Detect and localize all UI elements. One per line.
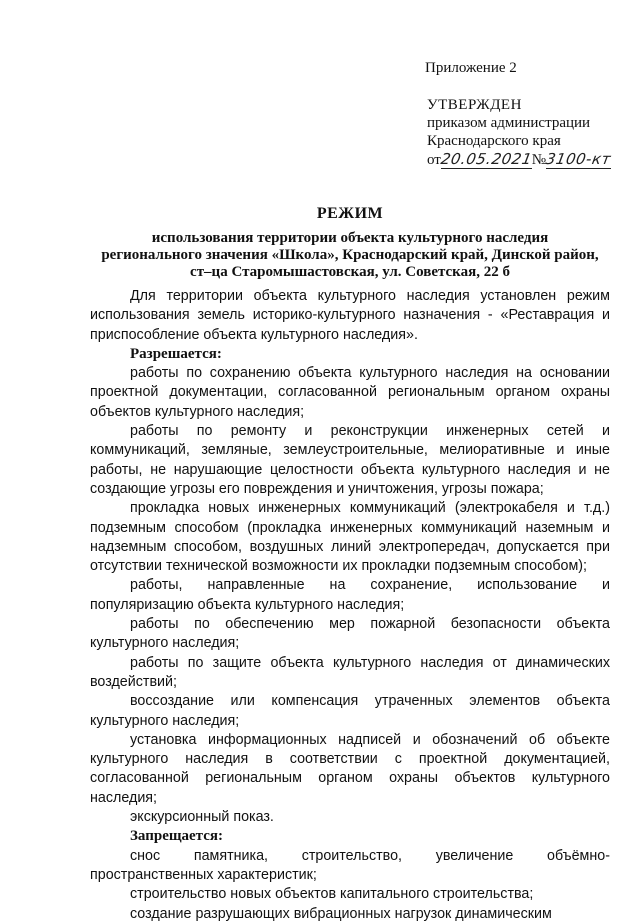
forbidden-item: создание разрушающих вибрационных нагрузок динамическим xyxy=(130,905,552,922)
document-title xyxy=(60,205,639,281)
title-line-1: использования территории объекта культурного наследия xyxy=(151,230,549,246)
allowed-item: работы, направленные на сохранение, использование и популяризацию объекта культурного наследия; xyxy=(90,577,610,613)
title-line-2: регионального значения «Школа», Краснодарский край, Динской район, xyxy=(101,247,599,263)
allowed-item: прокладка новых инженерных коммуникаций (электрокабеля и т.д.) подземным способом (прокладка инженерных коммуникаций наземным и надземным способом, воздушных линий электропередач, допускается при отсутствии технической возможности их прокладки подземным способом); xyxy=(90,500,610,575)
date-prefix: от xyxy=(427,152,441,168)
allowed-item: работы по сохранению объекта культурного наследия на основании проектной документации, согласованной региональным органом охраны объектов культурного наследия; xyxy=(90,365,610,420)
number-sign: № xyxy=(531,152,547,168)
allowed-item: работы по обеспечению мер пожарной безопасности объекта культурного наследия; xyxy=(90,616,610,652)
handwritten-date: 20.05.2021 xyxy=(439,150,534,168)
forbidden-heading: Запрещается: xyxy=(130,828,224,845)
allowed-item: работы по защите объекта культурного наследия от динамических воздействий; xyxy=(90,654,610,690)
title-line-3: ст–ца Старомышастовская, ул. Советская, 22 б xyxy=(190,264,510,280)
appendix-label: Приложение 2 xyxy=(425,60,517,76)
forbidden-item: снос памятника, строительство, увеличение объёмно-пространственных характеристик; xyxy=(90,847,610,883)
title-main: РЕЖИМ xyxy=(316,205,384,222)
forbidden-item: строительство новых объектов капитального строительства; xyxy=(130,886,534,903)
approval-date-number-line xyxy=(427,150,611,169)
intro-paragraph: Для территории объекта культурного наследия установлен режим использования земель историко-культурного назначения - «Реставрация и приспособление объекта культурного наследия». xyxy=(90,288,610,343)
allowed-item: установка информационных надписей и обозначений об объекте культурного наследия в соответствии с проектной документацией, согласованной региональным органом охраны объектов культурного наследия; xyxy=(90,731,610,806)
allowed-item: работы по ремонту и реконструкции инженерных сетей и коммуникаций, земляные, землеустроительные, мелиоративные и иные работы, не нарушающие целостности объекта культурного наследия и не создающие угрозы его повреждения и уничтожения, угрозы пожара; xyxy=(90,423,610,497)
approval-line-2: Краснодарского края xyxy=(427,133,561,149)
document-body xyxy=(90,287,610,924)
handwritten-number: 3100-кт xyxy=(544,150,613,168)
allowed-item: экскурсионный показ. xyxy=(130,809,274,826)
allowed-heading: Разрешается: xyxy=(130,345,222,362)
approval-line-1: приказом администрации xyxy=(427,115,591,131)
approval-heading: УТВЕРЖДЕН xyxy=(427,97,522,113)
allowed-item: воссоздание или компенсация утраченных элементов объекта культурного наследия; xyxy=(90,693,610,729)
approval-block xyxy=(427,96,611,169)
